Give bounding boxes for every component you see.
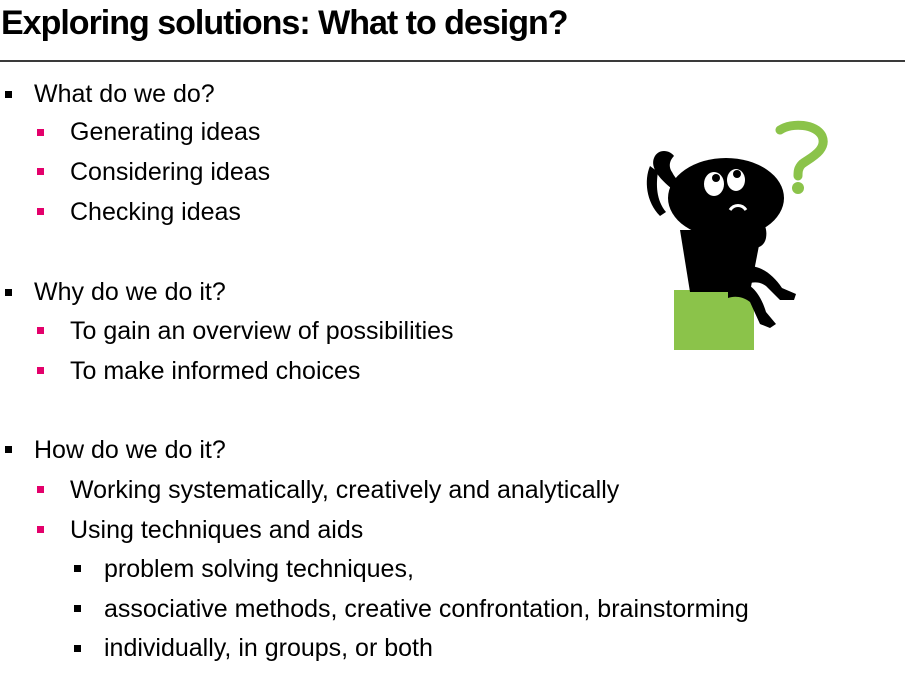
- bullet-level1: [5, 91, 12, 98]
- list-item: Working systematically, creatively and analytically: [70, 476, 620, 504]
- sub-list-item: associative methods, creative confrontation, brainstorming: [104, 595, 749, 623]
- bullet-level2: [37, 168, 44, 175]
- slide-title: Exploring solutions: What to design?: [1, 4, 568, 42]
- sub-list-item: problem solving techniques,: [104, 555, 414, 583]
- section-heading: Why do we do it?: [34, 278, 226, 306]
- list-item: Considering ideas: [70, 158, 271, 186]
- section-heading: What do we do?: [34, 80, 215, 108]
- bullet-level2: [37, 526, 44, 533]
- bullet-level1: [5, 289, 12, 296]
- sub-list-item: individually, in groups, or both: [104, 634, 433, 662]
- list-item: Generating ideas: [70, 118, 261, 146]
- title-divider: [0, 60, 905, 62]
- bullet-level2: [37, 327, 44, 334]
- bullet-level3: [74, 565, 81, 572]
- bullet-level1: [5, 446, 12, 453]
- bullet-level3: [74, 605, 81, 612]
- list-item: To gain an overview of possibilities: [70, 317, 454, 345]
- section-heading: How do we do it?: [34, 436, 226, 464]
- bullet-level2: [37, 367, 44, 374]
- bullet-level3: [74, 645, 81, 652]
- bullet-level2: [37, 208, 44, 215]
- bullet-level2: [37, 486, 44, 493]
- list-item: Using techniques and aids: [70, 516, 364, 544]
- list-item: To make informed choices: [70, 357, 361, 385]
- list-item: Checking ideas: [70, 198, 241, 226]
- thinking-figure-icon: [630, 120, 840, 355]
- bullet-level2: [37, 129, 44, 136]
